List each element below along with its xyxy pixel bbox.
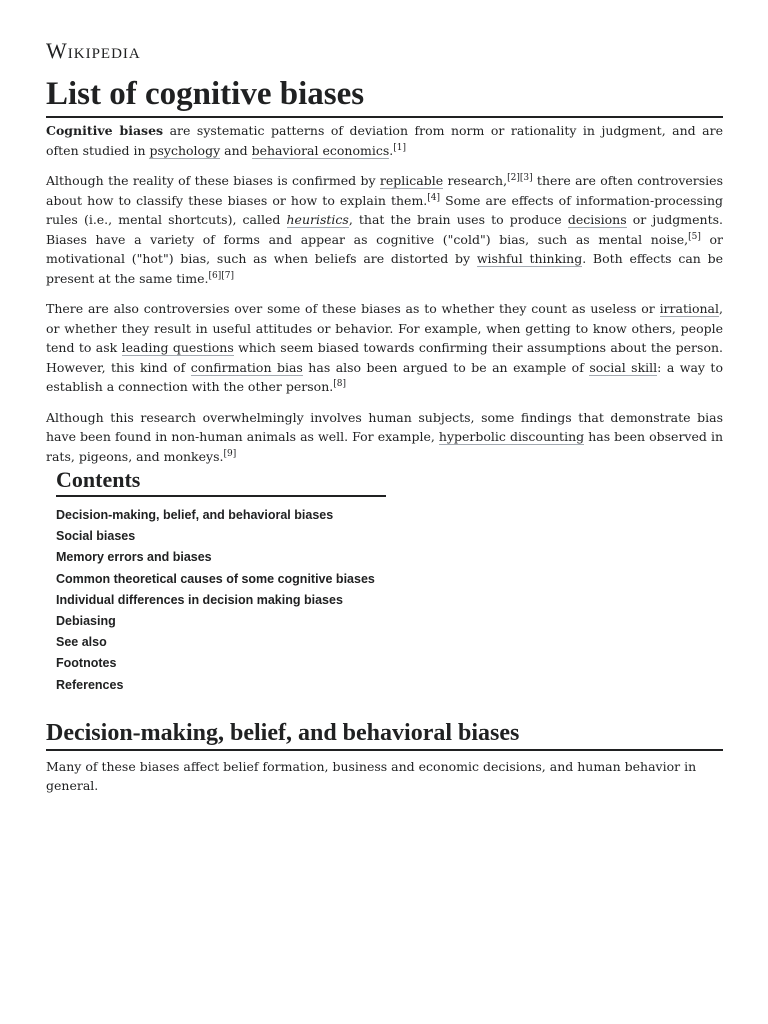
- intro-paragraph-3: There are also controversies over some of these biases as to whether they count as useless or irrational, or whether they result in useful attitudes or behavior. For example, when getting to know others, people tend to ask leading questions which seem biased towards confirming their assumptions about the person. However, this kind of confirmation bias has also been argued to be an example of social skill: a way to establish a connection with the other person.[8]: [46, 301, 723, 394]
- toc-item-debiasing[interactable]: Debiasing: [56, 614, 116, 629]
- link-leading-questions[interactable]: leading questions: [121, 340, 234, 355]
- toc-item-theoretical-causes[interactable]: Common theoretical causes of some cognitive biases: [56, 571, 375, 586]
- wikipedia-logo[interactable]: Wikipedia: [46, 38, 141, 63]
- toc-item-social-biases[interactable]: Social biases: [56, 529, 136, 544]
- citation-7[interactable]: [7]: [221, 270, 234, 281]
- toc-item-footnotes[interactable]: Footnotes: [56, 656, 117, 671]
- toc-item-see-also[interactable]: See also: [56, 635, 107, 650]
- link-heuristics[interactable]: heuristics: [286, 212, 349, 227]
- citation-4[interactable]: [4]: [427, 192, 441, 203]
- toc-item-references[interactable]: References: [56, 677, 124, 692]
- link-replicable[interactable]: replicable: [379, 173, 444, 188]
- link-wishful-thinking[interactable]: wishful thinking: [476, 251, 583, 266]
- link-cognitive-biases[interactable]: Cognitive biases: [46, 123, 164, 138]
- article-body: [46, 121, 723, 477]
- intro-paragraph-2: Although the reality of these biases is confirmed by replicable research,[2][3] there are often controversies about how to classify these biases or how to explain them.[4] Some are effects of information-processing rules (i.e., mental shortcuts), called heuristics, that the brain uses to produce decisions or judgments. Biases have a variety of forms and appear as cognitive ("cold") bias, such as mental noise,[5] or motivational ("hot") bias, such as when beliefs are distorted by wishful thinking. Both effects can be present at the same time.[6][7]: [46, 172, 723, 286]
- citation-6[interactable]: [6]: [208, 270, 222, 281]
- section-intro-text: Many of these biases affect belief formation, business and economic decisions, and human behavior in general.: [46, 759, 697, 793]
- intro-paragraph-4: Although this research overwhelmingly involves human subjects, some findings that demonstrate bias have been found in non-human animals as well. For example, hyperbolic discounting has been observed in rats, pigeons, and monkeys.[9]: [46, 409, 724, 464]
- link-psychology[interactable]: psychology: [149, 142, 221, 158]
- toc-title: Contents: [56, 466, 386, 497]
- citation-1[interactable]: [1]: [393, 142, 406, 153]
- intro-paragraph-1: Cognitive biases are systematic patterns of deviation from norm or rationality in judgment, and are often studied in psychology and behavioral economics.[1]: [46, 123, 723, 158]
- link-hyperbolic-discounting[interactable]: hyperbolic discounting: [438, 429, 585, 444]
- link-decisions[interactable]: decisions: [567, 212, 627, 227]
- citation-5[interactable]: [5]: [688, 231, 701, 242]
- toc-list: [56, 505, 386, 696]
- citation-2[interactable]: [2]: [507, 172, 520, 183]
- page-title: List of cognitive biases: [46, 74, 723, 118]
- toc-item-individual-differences[interactable]: Individual differences in decision making biases: [56, 592, 343, 607]
- link-irrational[interactable]: irrational: [659, 301, 720, 316]
- citation-9[interactable]: [9]: [223, 448, 237, 459]
- citation-3[interactable]: [3]: [519, 172, 533, 183]
- toc-item-decision-making[interactable]: Decision-making, belief, and behavioral biases: [56, 508, 334, 522]
- citation-8[interactable]: [8]: [333, 378, 346, 389]
- link-confirmation-bias[interactable]: confirmation bias: [190, 359, 303, 375]
- link-social-skill[interactable]: social skill: [589, 359, 658, 375]
- toc-item-memory-errors[interactable]: Memory errors and biases: [56, 550, 212, 565]
- section-heading-decision-making: Decision-making, belief, and behavioral biases: [46, 718, 723, 751]
- link-behavioral-economics[interactable]: behavioral economics: [251, 142, 390, 158]
- table-of-contents: [56, 466, 386, 696]
